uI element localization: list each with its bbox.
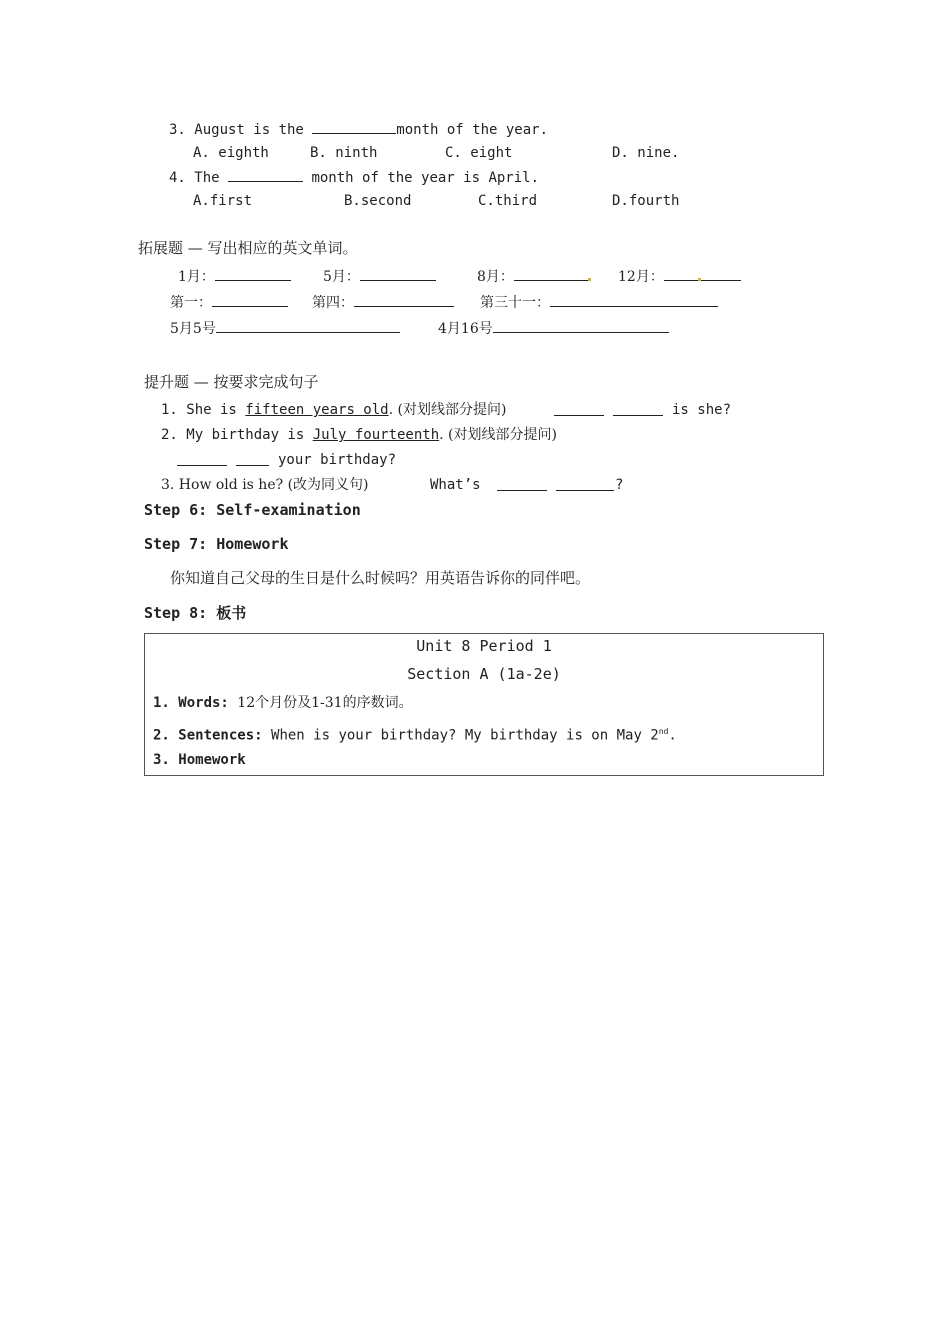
board-words-text: 12个月份及1-31的序数词。 — [237, 695, 413, 711]
q4-option-d[interactable]: D.fourth — [612, 193, 680, 209]
board-sentences-label: 2. Sentences: — [153, 727, 263, 744]
date-may-5-blank[interactable] — [216, 319, 400, 333]
iq3-blank-1[interactable] — [497, 477, 547, 491]
mark-dot — [588, 278, 591, 281]
board-title: Unit 8 Period 1 — [416, 637, 552, 655]
q4-stem-end: month of the year is April. — [303, 170, 540, 186]
iq2-blank-2[interactable] — [236, 452, 269, 466]
ordinal-first-blank[interactable] — [212, 293, 288, 307]
month-8-label: 8月： — [477, 269, 514, 285]
question-3 — [169, 120, 548, 139]
homework-text: 你知道自己父母的生日是什么时候吗？用英语告诉你的同伴吧。 — [170, 569, 591, 587]
board-words — [153, 694, 413, 712]
board-sentences-end: . — [668, 727, 677, 744]
date-apr-16-blank[interactable] — [493, 319, 669, 333]
iq2-blank-1[interactable] — [177, 452, 227, 466]
iq2-underlined: July fourteenth — [312, 427, 440, 443]
ordinal-31st-blank[interactable] — [550, 293, 718, 307]
month-12 — [618, 267, 741, 286]
date-may-5-label: 5月5号 — [170, 321, 216, 337]
board-sentences — [153, 723, 677, 745]
question-4 — [169, 168, 539, 187]
ordinal-31st — [480, 293, 718, 312]
step-7: Step 7: Homework — [144, 535, 289, 553]
improve-q1 — [161, 401, 506, 419]
q3-stem-end: month of the year. — [396, 122, 549, 138]
ordinal-31st-label: 第三十一： — [480, 295, 550, 311]
ordinal-first — [170, 293, 288, 312]
month-1-label: 1月： — [178, 269, 215, 285]
iq1-blank-2[interactable] — [613, 402, 663, 416]
step-8: Step 8: 板书 — [144, 604, 247, 622]
month-8 — [477, 267, 591, 286]
q4-stem-start: 4. The — [169, 170, 229, 186]
iq1-tail: is she? — [672, 402, 732, 418]
month-1 — [178, 267, 291, 286]
step-6: Step 6: Self-examination — [144, 501, 361, 519]
iq2-pre: 2. My birthday is — [161, 427, 313, 443]
iq1-underlined: fifteen years old — [245, 402, 389, 418]
iq1-blank-1[interactable] — [554, 402, 604, 416]
board-homework: 3. Homework — [153, 752, 246, 768]
board-sentences-text: When is your birthday? My birthday is on May 2 — [271, 727, 659, 744]
q3-option-a[interactable]: A. eighth — [193, 145, 269, 161]
ordinal-fourth-blank[interactable] — [354, 293, 454, 307]
q4-blank[interactable] — [228, 168, 303, 182]
month-1-blank[interactable] — [215, 267, 291, 281]
board-words-label: 1. Words: — [153, 695, 229, 711]
improve-heading: 提升题 — 按要求完成句子 — [144, 373, 319, 391]
iq2-answer-tail: your birthday? — [278, 452, 397, 468]
q3-blank[interactable] — [312, 120, 396, 134]
iq3-whats: What’s — [430, 477, 481, 493]
q3-option-c[interactable]: C. eight — [445, 145, 513, 161]
iq1-pre: 1. She is — [161, 402, 246, 418]
q3-option-b[interactable]: B. ninth — [310, 145, 378, 161]
month-12-blank-a[interactable] — [664, 267, 698, 281]
iq3-end: ? — [615, 477, 624, 493]
month-12-blank-b[interactable] — [701, 267, 741, 281]
expand-heading: 拓展题 — 写出相应的英文单词。 — [138, 239, 358, 257]
q3-option-d[interactable]: D. nine. — [612, 145, 680, 161]
iq3-blank-2[interactable] — [556, 477, 614, 491]
q4-option-b[interactable]: B.second — [344, 193, 412, 209]
improve-q2 — [161, 426, 557, 444]
month-5-label: 5月： — [323, 269, 360, 285]
month-8-blank[interactable] — [514, 267, 588, 281]
iq2-post: . (对划线部分提问) — [439, 427, 557, 443]
board-subtitle: Section A (1a-2e) — [407, 665, 561, 683]
ordinal-fourth — [312, 293, 454, 312]
month-12-label: 12月： — [618, 269, 664, 285]
date-apr-16-label: 4月16号 — [438, 321, 493, 337]
board-sentences-sup: nd — [658, 727, 669, 736]
q4-option-a[interactable]: A.first — [193, 193, 253, 209]
ordinal-fourth-label: 第四： — [312, 295, 354, 311]
iq1-post: . (对划线部分提问) — [388, 402, 507, 418]
improve-q3: 3. How old is he? (改为同义句) — [161, 477, 369, 493]
q4-option-c[interactable]: C.third — [478, 193, 538, 209]
q3-stem-start: 3. August is the — [169, 122, 313, 138]
month-5 — [323, 267, 436, 286]
date-apr-16 — [438, 319, 669, 338]
date-may-5 — [170, 319, 400, 338]
ordinal-first-label: 第一： — [170, 295, 212, 311]
month-5-blank[interactable] — [360, 267, 436, 281]
